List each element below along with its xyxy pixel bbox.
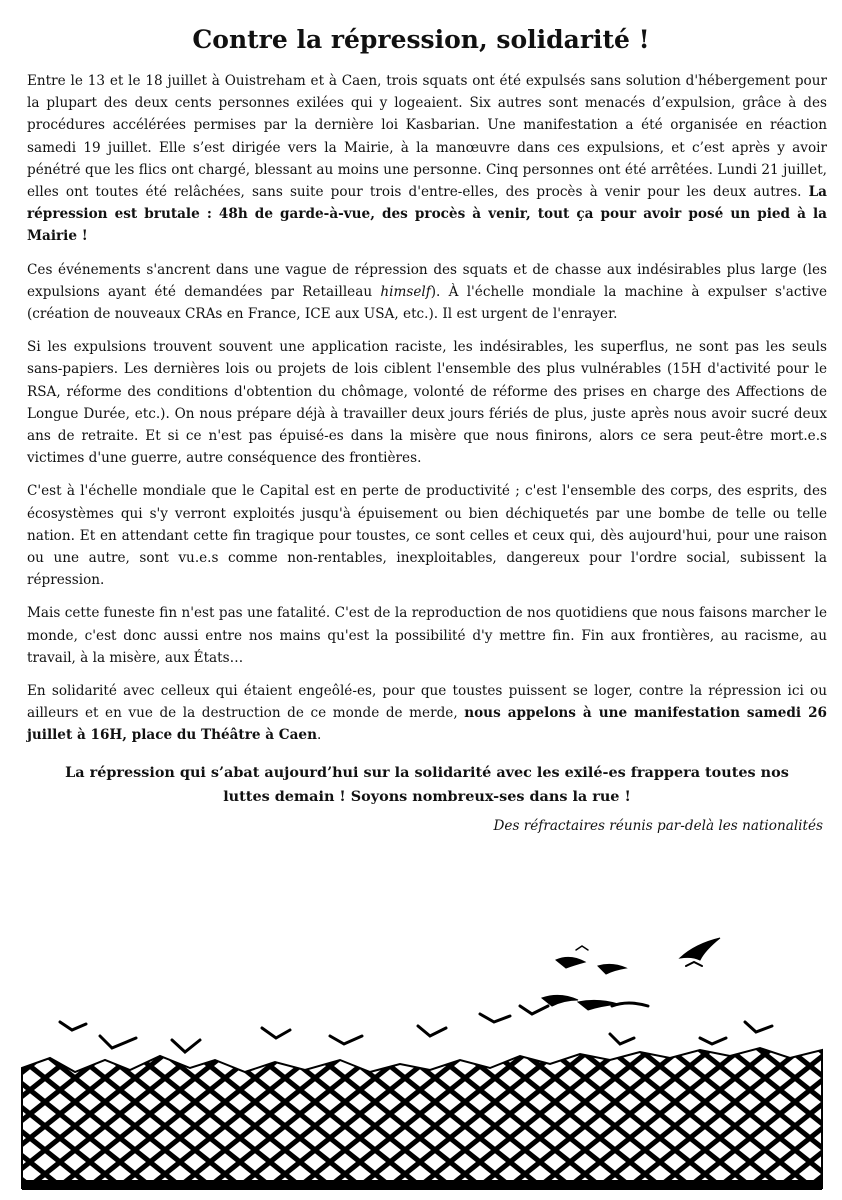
birds xyxy=(542,938,720,1010)
wire-fragments xyxy=(60,1006,772,1052)
page-title: Contre la répression, solidarité ! xyxy=(192,25,650,54)
paragraph-2-after: ). À l'échelle mondiale la machine à expulser s'active (création de nouveaux CRAs en France, ICE aux USA, etc.). Il est urgent de l'enrayer. xyxy=(27,283,827,323)
paragraph-1-bold: La répression est brutale : 48h de garde-à-vue, des procès à venir, tout ça pour avoir posé un pied à la Mairie ! xyxy=(27,184,827,245)
fence-rail xyxy=(22,1180,822,1190)
broken-fence-birds-illustration xyxy=(0,910,842,1200)
paragraph-6-text: En solidarité avec celleux qui étaient engeôlé-es, pour que toustes puissent se loger, contre la répression ici ou ailleurs et en vue de la destruction de ce monde de merde, xyxy=(27,683,827,722)
paragraph-1-text: Entre le 13 et le 18 juillet à Ouistreham et à Caen, trois squats ont été expulsés sans solution d'hébergement pour la plupart des deux cents personnes exilées qui y logeaient. Six autres sont menacés d’expulsion, grâce à des procédures accélérées permises par la dernière loi Kasbarian. Une manifestation a été organisée en réaction samedi 19 juillet. Elle s’est dirigée vers la Mairie, à la manœuvre dans ces expulsions, et c’est après y avoir pénétré que les flics ont chargé, blessant au moins une personne. Cinq personnes ont été arrêtées. Lundi 21 juillet, elles ont toutes été relâchées, sans suite pour trois d'entre-elles, des procès à venir pour les deux autres. xyxy=(27,73,827,201)
paragraph-2-before: Ces événements s'ancrent dans une vague de répression des squats et de chasse aux indésirables plus large (les expulsions ayant été demandées par Retailleau xyxy=(27,261,827,300)
paragraph-2 xyxy=(27,259,827,326)
bird-4 xyxy=(542,995,578,1006)
article-body xyxy=(27,70,827,837)
paragraph-6-end: . xyxy=(316,727,322,744)
bird-7 xyxy=(686,962,702,966)
paragraph-3: Si les expulsions trouvent souvent une application raciste, les indésirables, les superflus, ne sont pas les seuls sans-papiers. Les dernières lois ou projets de lois ciblent l'ensemble des plus vulnérables (15H d'activité pour le RSA, réforme des conditions d'obtention du chômage, volonté de réforme des prises en charge des Affections de Longue Durée, etc.). On nous prépare déjà à travailler deux jours fériés de plus, juste après nous avoir sucré deux ans de retraite. Et si ce n'est pas épuisé-es dans la misère que nous finirons, alors ce sera peut-être mort.e.s victimes d'une guerre, autre conséquence des frontières. xyxy=(27,339,827,467)
paragraph-1 xyxy=(27,70,827,248)
paragraph-6 xyxy=(27,680,827,747)
paragraph-2-italic: himself xyxy=(380,283,431,300)
fence-mesh xyxy=(22,1048,822,1188)
bird-2 xyxy=(556,957,585,968)
signature: Des réfractaires réunis par-delà les nationalités xyxy=(493,817,823,834)
callout-text: La répression qui s’abat aujourd’hui sur la solidarité avec les exilé-es frappera toutes nos luttes demain ! Soyons nombreux-ses dans la rue ! xyxy=(65,763,789,805)
paragraph-4: C'est à l'échelle mondiale que le Capital est en perte de productivité ; c'est l'ensemble des corps, des esprits, des écosystèmes qui s'y verront exploités jusqu'à épuisement ou bien déchiquetés par une bombe de telle ou telle nation. Et en attendant cette fin tragique pour toustes, ce sont celles et ceux qui, dès aujourd'hui, pour une raison ou une autre, sont vu.e.s comme non-rentables, inexploitables, dangereux pour l'ordre social, subissent la répression. xyxy=(27,483,827,589)
bird-3 xyxy=(598,964,626,974)
bird-1 xyxy=(680,938,720,960)
bird-8 xyxy=(576,946,588,950)
bird-6 xyxy=(612,1003,648,1006)
paragraph-6-bold: nous appelons à une manifestation samedi 26 juillet à 16H, place du Théâtre à Caen xyxy=(27,705,827,744)
paragraph-5: Mais cette funeste fin n'est pas une fatalité. C'est de la reproduction de nos quotidiens que nous faisons marcher le monde, c'est donc aussi entre nos mains qu'est la possibilité d'y mettre fin. Fin aux frontières, au racisme, au travail, à la misère, aux États… xyxy=(27,605,827,666)
